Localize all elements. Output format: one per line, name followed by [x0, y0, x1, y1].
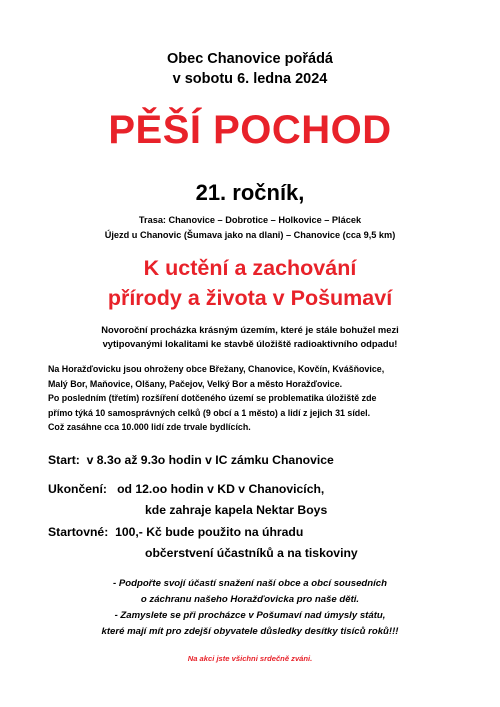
fee-text: občerstvení účastníků a na tiskoviny	[145, 546, 358, 560]
end-text: kde zahraje kapela Nektar Boys	[145, 503, 328, 517]
threat-line: Malý Bor, Maňovice, Olšany, Pačejov, Velký Bor a město Horažďovice.	[48, 378, 343, 389]
threat-line: přímo týká 10 samosprávných celků (9 obcí a 1 město) a lidí z jejich 31 sídel.	[48, 407, 371, 418]
invitation-note: Na akci jste všichni srdečně zváni.	[187, 654, 313, 663]
route-description	[0, 213, 500, 243]
appeal-line: - Zamyslete se při procházce v Pošumaví nad úmysly státu,	[114, 610, 386, 621]
threat-line: Což zasáhne cca 10.000 lidí zde trvale bydlících.	[48, 422, 251, 432]
appeal-paragraph	[0, 576, 500, 640]
motto-line: přírody a života v Pošumaví	[107, 286, 393, 310]
threat-line: Na Horažďovicku jsou ohroženy obce Břežany, Chanovice, Kovčín, Kvášňovice,	[48, 364, 385, 374]
appeal-line: o záchranu našeho Horažďovicka pro naše děti.	[140, 594, 360, 605]
end-text: od 12.oo hodin v KD v Chanovicích,	[117, 482, 325, 496]
start-text: v 8.3o až 9.3o hodin v IC zámku Chanovice	[86, 453, 334, 467]
intro-paragraph	[0, 323, 500, 351]
threat-line: Po posledním (třetím) rozšíření dotčeného území se problematika úložiště zde	[48, 393, 377, 403]
motto-line: K uctění a zachování	[143, 256, 357, 280]
appeal-line: - Podpořte svojí účastí snažení naší obce a obcí sousedních	[112, 578, 388, 589]
route-line: Trasa: Chanovice – Dobrotice – Holkovice – Plácek	[138, 215, 362, 225]
start-info	[48, 450, 334, 471]
fee-info	[48, 522, 358, 564]
organizer-block	[0, 49, 500, 89]
route-line: Újezd u Chanovic (Šumava jako na dlani) – Chanovice (cca 9,5 km)	[104, 230, 396, 240]
organizer-line: Obec Chanovice pořádá	[167, 51, 333, 67]
threat-paragraph	[48, 362, 460, 435]
fee-label: Startovné:	[48, 525, 109, 539]
fee-text: 100,- Kč bude použito na úhradu	[115, 525, 304, 539]
appeal-line: které mají mít pro zdejší obyvatele důsledky desítky tisíců roků!!!	[101, 626, 399, 637]
intro-line: Novoroční procházka krásným územím, které je stále bohužel mezi	[101, 324, 399, 335]
page-title: PĚŠÍ POCHOD	[108, 108, 392, 152]
end-info	[48, 479, 327, 521]
motto-heading	[0, 253, 500, 313]
intro-line: vytipovanými lokalitami ke stavbě úložiště radioaktivního odpadu!	[102, 338, 398, 349]
start-label: Start:	[48, 453, 80, 467]
edition-heading: 21. ročník,	[195, 180, 305, 205]
date-line: v sobotu 6. ledna 2024	[172, 71, 328, 87]
end-label: Ukončení:	[48, 482, 107, 496]
